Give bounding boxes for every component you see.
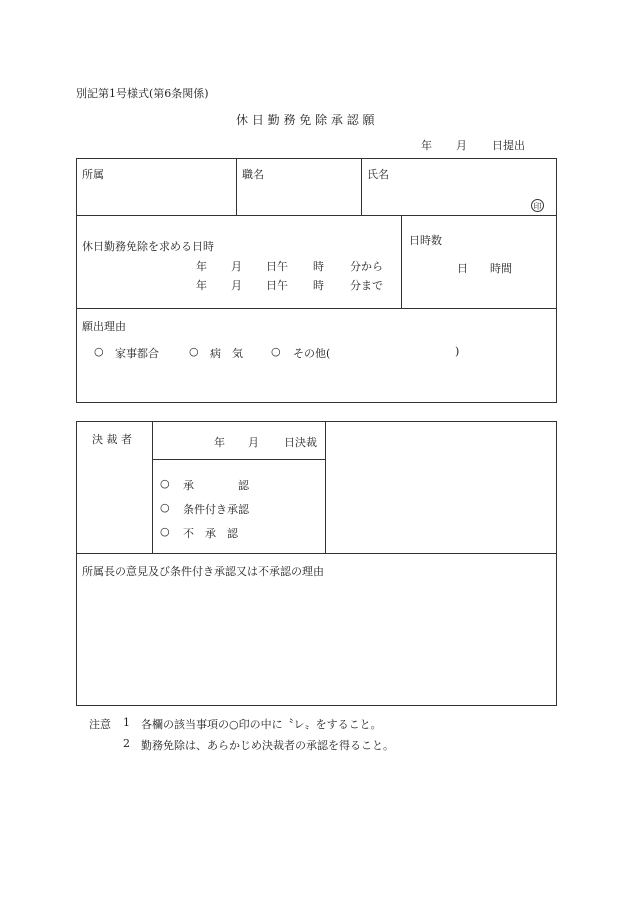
reason-other-field[interactable] xyxy=(342,343,452,359)
approver-signature-field[interactable] xyxy=(327,423,555,551)
reason-label: 願出理由 xyxy=(82,320,126,333)
note-number-2: 2 xyxy=(123,737,130,750)
submission-month: 月 xyxy=(456,139,467,152)
opinion-field[interactable] xyxy=(78,580,555,704)
affiliation-label: 所属 xyxy=(82,168,104,181)
reason-other-close: ) xyxy=(455,345,460,358)
radio-circle-icon: ○ xyxy=(160,501,170,514)
position-label: 職名 xyxy=(242,168,264,181)
name-field[interactable] xyxy=(363,180,523,213)
radio-circle-icon: ○ xyxy=(189,345,199,358)
note-number-1: 1 xyxy=(123,716,130,729)
approver-label: 決 裁 者 xyxy=(92,433,132,446)
submission-year: 年 xyxy=(421,139,432,152)
radio-circle-icon: ○ xyxy=(94,345,104,358)
note-text-1: 各欄の該当事項の○印の中に〝レ〟をすること。 xyxy=(141,718,382,731)
radio-circle-icon: ○ xyxy=(160,525,170,538)
position-field[interactable] xyxy=(238,180,359,213)
opinion-label: 所属長の意見及び条件付き承認又は不承認の理由 xyxy=(82,565,324,578)
note-text-2: 勤務免除は、あらかじめ決裁者の承認を得ること。 xyxy=(141,739,394,752)
form-title: 休 日 勤 務 免 除 承 認 願 xyxy=(236,113,375,127)
affiliation-field[interactable] xyxy=(78,180,234,213)
submission-day: 日提出 xyxy=(492,139,525,152)
form-number: 別記第1号様式(第6条関係) xyxy=(76,87,209,100)
notes-label: 注意 xyxy=(89,718,111,731)
seal-icon: 印 xyxy=(531,199,544,212)
days-hours-label: 日時数 xyxy=(409,234,442,247)
radio-circle-icon: ○ xyxy=(271,345,281,358)
radio-circle-icon: ○ xyxy=(160,477,170,490)
name-label: 氏名 xyxy=(367,168,389,181)
request-period-label: 休日勤務免除を求める日時 xyxy=(82,240,214,253)
